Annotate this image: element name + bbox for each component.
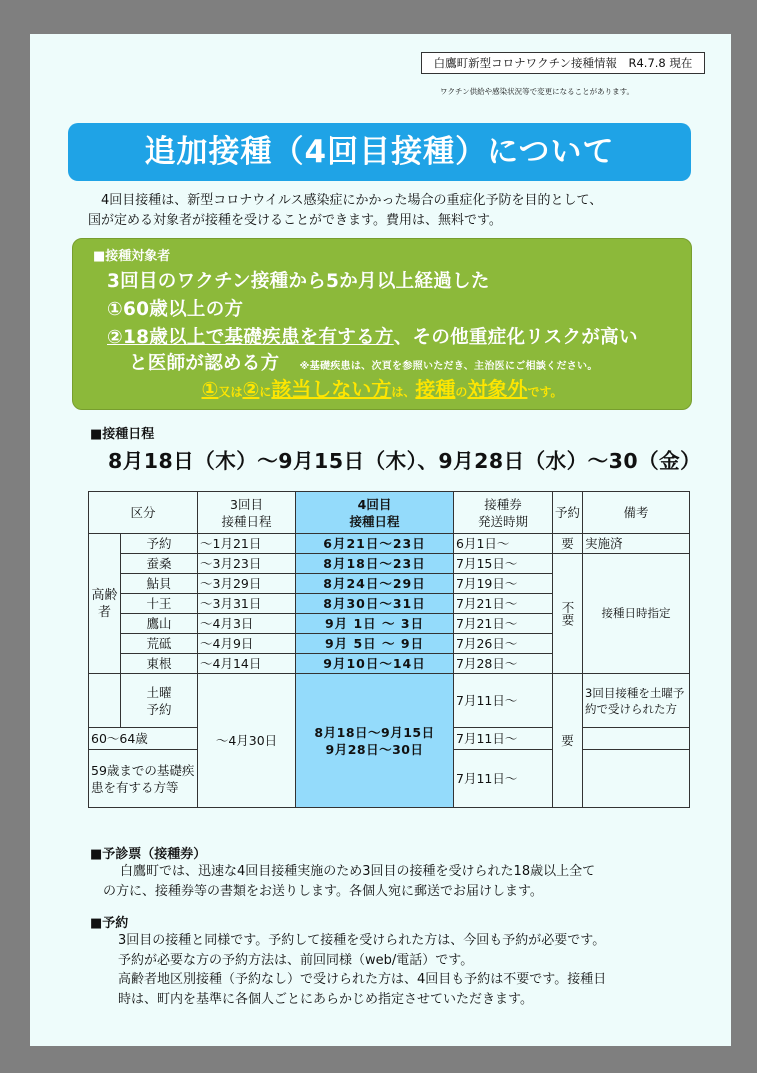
table-row <box>89 534 690 554</box>
target-line-1: 3回目のワクチン接種から5か月以上経過した <box>107 271 490 292</box>
ticket-cell: 7月11日～ <box>454 674 553 728</box>
third-cell: ～4月9日 <box>198 634 296 654</box>
fourth-cell: 9月 1日 ～ 3日 <box>296 614 454 634</box>
target-line-4 <box>129 349 598 375</box>
reservation-line: 予約が必要な方の予約方法は、前回同様（web/電話）です。 <box>118 952 474 968</box>
header-third-l2: 接種日程 <box>221 513 272 529</box>
exclusion-part: です。 <box>527 385 563 399</box>
fourth-cell: 8月18日～23日 <box>296 554 454 574</box>
age-60-64-cell: 60～64歳 <box>89 728 198 750</box>
voucher-line: の方に、接種券等の書類をお送りします。各個人宛に郵送でお届けします。 <box>103 883 543 899</box>
header-fourth-l1: 4回目 <box>357 496 392 512</box>
target-box <box>72 238 692 410</box>
remarks-cell <box>583 750 690 808</box>
fourth-cell: 9月 5日 ～ 9日 <box>296 634 454 654</box>
target-line-4-text: と医師が認める方 <box>129 353 280 374</box>
header-fourth-l2: 接種日程 <box>349 513 400 529</box>
change-note: ワクチン供給や感染状況等で変更になることがあります。 <box>440 87 635 96</box>
third-cell: ～1月21日 <box>198 534 296 554</box>
fourth-cell: 8月24日～29日 <box>296 574 454 594</box>
fourth-cell: 9月10日～14日 <box>296 654 454 674</box>
target-line-2: ①60歳以上の方 <box>107 299 244 320</box>
fourth-cell: 8月30日～31日 <box>296 594 454 614</box>
remarks-cell: 実施済 <box>583 534 690 554</box>
header-fourth <box>296 492 454 534</box>
intro-text <box>88 191 688 231</box>
header-remarks: 備考 <box>583 492 690 534</box>
exclusion-part: の <box>455 385 468 399</box>
area-cell: 鷹山 <box>121 614 198 634</box>
reservation-line: 時は、町内を基準に各個人ごとにあらかじめ指定させていただきます。 <box>118 991 533 1007</box>
ticket-cell: 6月1日～ <box>454 534 553 554</box>
exclusion-part: 又は <box>218 385 243 399</box>
no-reserve-cell: 不要 <box>553 554 583 674</box>
header-reserve: 予約 <box>553 492 583 534</box>
exclusion-part: 接種 <box>415 377 456 401</box>
third-cell: ～3月23日 <box>198 554 296 574</box>
area-cell: 鮎貝 <box>121 574 198 594</box>
ticket-cell: 7月21日～ <box>454 594 553 614</box>
exclusion-part: ② <box>242 377 260 401</box>
saturday-l1: 土曜 <box>146 684 172 700</box>
table-header-row <box>89 492 690 534</box>
exclusion-part: 対象外 <box>467 377 528 401</box>
target-heading: ■接種対象者 <box>93 249 171 264</box>
target-line-3 <box>107 323 638 349</box>
schedule-heading: ■接種日程 <box>90 427 155 442</box>
schedule-dates: 8月18日（木）～9月15日（木）、9月28日（水）～30（金） <box>108 449 702 473</box>
elderly-label-cont <box>89 674 121 728</box>
header-ticket-l2: 発送時期 <box>478 513 529 529</box>
area-cell: 東根 <box>121 654 198 674</box>
header-third-l1: 3回目 <box>230 496 263 512</box>
ticket-cell: 7月19日～ <box>454 574 553 594</box>
ticket-cell: 7月28日～ <box>454 654 553 674</box>
exclusion-notice <box>73 373 691 402</box>
merged-fourth-l2: 9月28日～30日 <box>325 741 424 757</box>
area-cell: 蚕桑 <box>121 554 198 574</box>
header-ticket <box>454 492 553 534</box>
exclusion-part: 該当しない方 <box>271 377 392 401</box>
voucher-heading: ■予診票（接種券） <box>90 847 207 862</box>
area-cell: 予約 <box>121 534 198 554</box>
info-box: 白鷹町新型コロナワクチン接種情報 R4.7.8 現在 <box>421 52 705 74</box>
header-kubun: 区分 <box>89 492 198 534</box>
ticket-cell: 7月11日～ <box>454 728 553 750</box>
intro-line: 4回目接種は、新型コロナウイルス感染症にかかった場合の重症化予防を目的として、 <box>101 193 603 208</box>
third-cell: ～3月31日 <box>198 594 296 614</box>
table-row <box>89 554 690 574</box>
under59-cell: 59歳までの基礎疾患を有する方等 <box>89 750 198 808</box>
area-cell: 十王 <box>121 594 198 614</box>
area-cell: 荒砥 <box>121 634 198 654</box>
exclusion-part: に <box>259 385 272 399</box>
header-third <box>198 492 296 534</box>
page-title: 追加接種（4回目接種）について <box>68 123 691 181</box>
reservation-text <box>118 931 606 1009</box>
saturday-l2: 予約 <box>146 701 172 717</box>
voucher-text <box>90 862 595 901</box>
exclusion-part: は、 <box>391 385 416 399</box>
merged-third-cell: ～4月30日 <box>198 674 296 808</box>
table-row <box>89 674 690 728</box>
fourth-cell: 6月21日～23日 <box>296 534 454 554</box>
exclusion-part: ① <box>201 377 219 401</box>
merged-fourth-cell <box>296 674 454 808</box>
third-cell: ～4月3日 <box>198 614 296 634</box>
saturday-remark: 3回目接種を土曜予約で受けられた方 <box>583 674 690 728</box>
elderly-label: 高齢者 <box>89 534 121 674</box>
target-line-3-rest: 、その他重症化リスクが高い <box>393 327 638 348</box>
third-cell: ～3月29日 <box>198 574 296 594</box>
reservation-line: 3回目の接種と同様です。予約して接種を受けられた方は、今回も予約が必要です。 <box>118 933 606 948</box>
remarks-cell <box>583 728 690 750</box>
reservation-line: 高齢者地区別接種（予約なし）で受けられた方は、4回目も予約は不要です。接種日 <box>118 972 607 987</box>
intro-line: 国が定める対象者が接種を受けることができます。費用は、無料です。 <box>88 213 502 228</box>
target-line-3-underlined: ②18歳以上で基礎疾患を有する方 <box>107 327 394 348</box>
ticket-cell: 7月11日～ <box>454 750 553 808</box>
no-reserve-remark: 接種日時指定 <box>583 554 690 674</box>
target-line-4-note: ※基礎疾患は、次頁を参照いただき、主治医にご相談ください。 <box>299 361 598 372</box>
third-cell: ～4月14日 <box>198 654 296 674</box>
ticket-cell: 7月26日～ <box>454 634 553 654</box>
header-ticket-l1: 接種券 <box>484 496 522 512</box>
ticket-cell: 7月21日～ <box>454 614 553 634</box>
reservation-heading: ■予約 <box>90 916 129 931</box>
reserve-cell: 要 <box>553 534 583 554</box>
merged-fourth-l1: 8月18日～9月15日 <box>314 724 435 740</box>
voucher-line: 白鷹町では、迅速な4回目接種実施のため3回目の接種を受けられた18歳以上全て <box>120 864 596 879</box>
saturday-cell <box>121 674 198 728</box>
merged-reserve-cell: 要 <box>553 674 583 808</box>
schedule-table <box>88 491 690 808</box>
ticket-cell: 7月15日～ <box>454 554 553 574</box>
